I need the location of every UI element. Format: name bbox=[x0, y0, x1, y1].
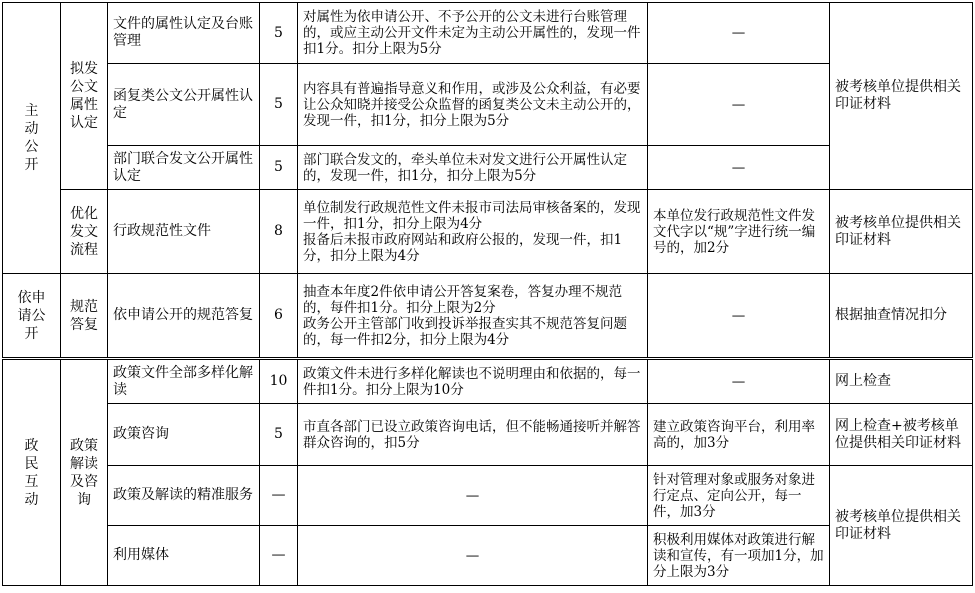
criteria-cell: 抽查本年度2件依申请公开答复案卷，答复办理不规范的，每件扣1分。扣分上限为2分 政务公开主管部门收到投诉举报查实其不规范答复问题的，每一件扣2分，扣分上限为4分 bbox=[298, 274, 648, 358]
item-cell: 政策咨询 bbox=[108, 404, 260, 466]
criteria-cell: 对属性为依申请公开、不予公开的公文未进行台账管理的，或应主动公开文件未定为主动公开属性的，发现一件扣1分。扣分上限为5分 bbox=[298, 3, 648, 64]
score-cell: — bbox=[260, 466, 298, 526]
category-cell: 依申请公开 bbox=[3, 274, 61, 358]
item-cell: 行政规范性文件 bbox=[108, 190, 260, 274]
score-cell: 5 bbox=[260, 64, 298, 146]
table-row bbox=[3, 404, 973, 466]
criteria-cell: 部门联合发文的，牵头单位未对发文进行公开属性认定的，发现一件，扣1分，扣分上限为5分 bbox=[298, 146, 648, 190]
item-cell: 政策文件全部多样化解读 bbox=[108, 360, 260, 404]
bonus-cell: 本单位发行政规范性文件发文代字以“规”字进行统一编号的，加2分 bbox=[648, 190, 830, 274]
subcategory-label: 优化发文流程 bbox=[70, 205, 98, 258]
score-cell: 10 bbox=[260, 360, 298, 404]
criteria-cell: — bbox=[298, 526, 648, 586]
criteria-cell: — bbox=[298, 466, 648, 526]
bonus-cell: 建立政策咨询平台，利用率高的，加3分 bbox=[648, 404, 830, 466]
bonus-cell: — bbox=[648, 146, 830, 190]
item-cell: 函复类公文公开属性认定 bbox=[108, 64, 260, 146]
criteria-cell: 内容具有普遍指导意义和作用，或涉及公众利益，有必要让公众知晓并接受公众监督的函复类公文未主动公开的，发现一件，扣1分，扣分上限为5分 bbox=[298, 64, 648, 146]
score-cell: — bbox=[260, 526, 298, 586]
remark-cell: 被考核单位提供相关印证材料 bbox=[830, 466, 973, 586]
table-row bbox=[3, 360, 973, 404]
subcategory-cell bbox=[61, 190, 108, 274]
table-row bbox=[3, 146, 973, 190]
table-row bbox=[3, 466, 973, 526]
table-row bbox=[3, 190, 973, 274]
score-cell: 5 bbox=[260, 3, 298, 64]
score-cell: 5 bbox=[260, 404, 298, 466]
item-cell: 利用媒体 bbox=[108, 526, 260, 586]
remark-cell: 网上检查 bbox=[830, 360, 973, 404]
remark-cell: 被考核单位提供相关印证材料 bbox=[830, 3, 973, 190]
criteria-cell: 政策文件未进行多样化解读也不说明理由和依据的，每一件扣1分。扣分上限为10分 bbox=[298, 360, 648, 404]
score-cell: 5 bbox=[260, 146, 298, 190]
category-cell: 主动公开 bbox=[3, 3, 61, 274]
bonus-cell: — bbox=[648, 360, 830, 404]
category-cell: 政民互动 bbox=[3, 360, 61, 586]
table-row bbox=[3, 3, 973, 64]
remark-cell: 网上检查+被考核单位提供相关印证材料 bbox=[830, 404, 973, 466]
subcategory-cell: 政策解读及咨询 bbox=[61, 360, 108, 586]
assessment-table bbox=[2, 2, 973, 358]
score-cell: 8 bbox=[260, 190, 298, 274]
remark-cell: 被考核单位提供相关印证材料 bbox=[830, 190, 973, 274]
table-row bbox=[3, 526, 973, 586]
item-cell: 依申请公开的规范答复 bbox=[108, 274, 260, 358]
table-row bbox=[3, 64, 973, 146]
criteria-cell: 市直各部门已设立政策咨询电话，但不能畅通接听并解答群众咨询的，扣5分 bbox=[298, 404, 648, 466]
subcategory-cell: 规范答复 bbox=[61, 274, 108, 358]
score-cell: 6 bbox=[260, 274, 298, 358]
criteria-cell: 单位制发行政规范性文件未报市司法局审核备案的，发现一件，扣1分，扣分上限为4分 报备后未报市政府网站和政府公报的，发现一件，扣1分，扣分上限为4分 bbox=[298, 190, 648, 274]
remark-cell: 根据抽查情况扣分 bbox=[830, 274, 973, 358]
bonus-cell: — bbox=[648, 274, 830, 358]
item-cell: 文件的属性认定及台账管理 bbox=[108, 3, 260, 64]
item-cell: 政策及解读的精准服务 bbox=[108, 466, 260, 526]
bonus-cell: — bbox=[648, 3, 830, 64]
subcategory-cell: 拟发公文属性认定 bbox=[61, 3, 108, 190]
assessment-table-lower bbox=[2, 359, 973, 586]
bonus-cell: — bbox=[648, 64, 830, 146]
item-cell: 部门联合发文公开属性认定 bbox=[108, 146, 260, 190]
bonus-cell: 针对管理对象或服务对象进行定点、定向公开，每一件，加3分 bbox=[648, 466, 830, 526]
bonus-cell: 积极利用媒体对政策进行解读和宣传，有一项加1分，加分上限为3分 bbox=[648, 526, 830, 586]
table-row bbox=[3, 274, 973, 358]
